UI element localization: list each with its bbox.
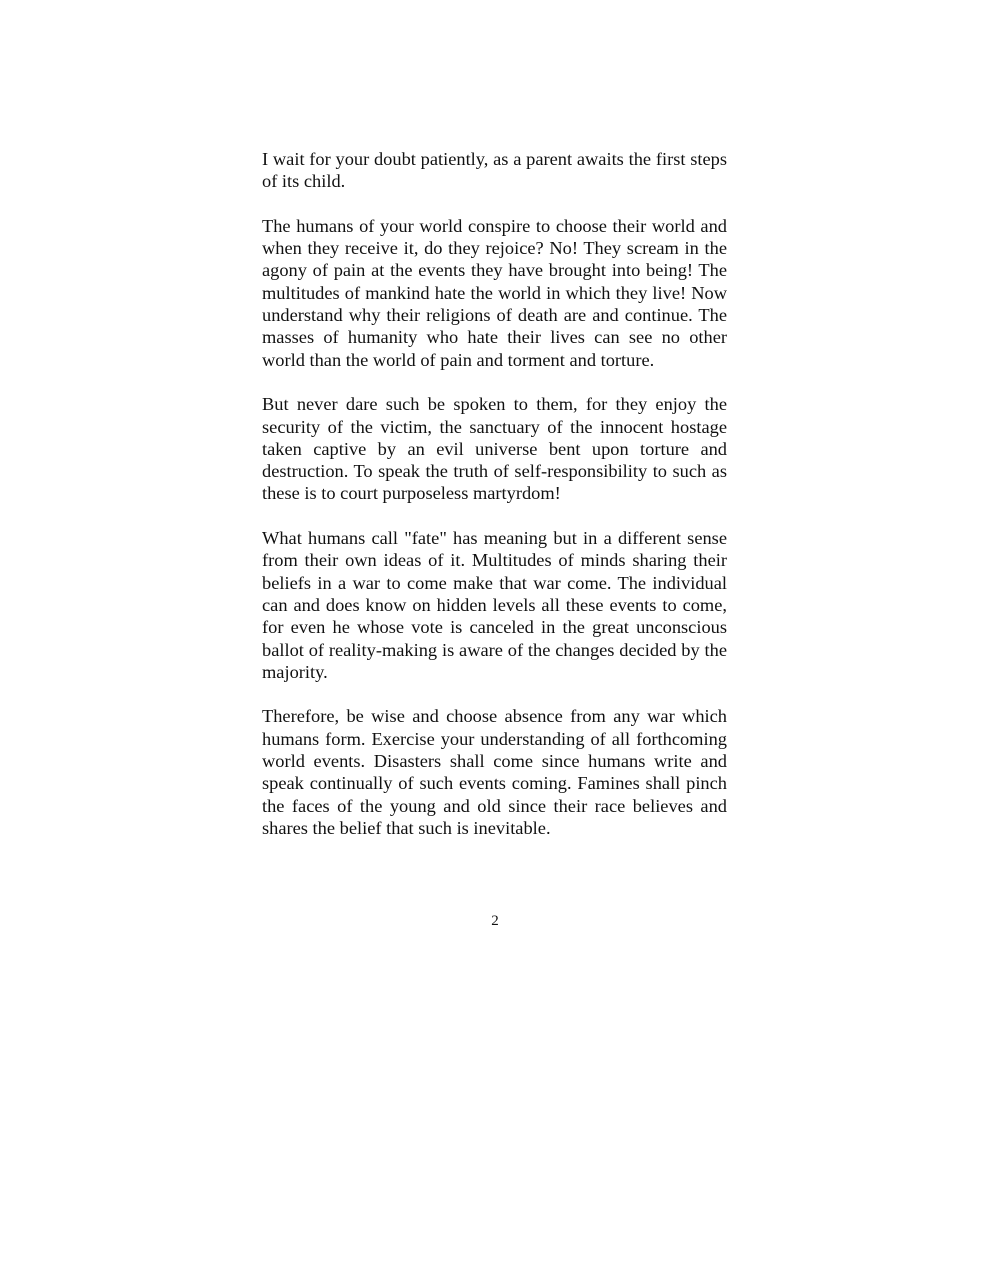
page-number: 2 — [491, 913, 499, 929]
paragraph-3: But never dare such be spoken to them, for they enjoy the security of the victim, the sanctuary of the innocent hostage taken captive by an evil universe bent upon torture and destruction. To speak the truth of self-responsibility to such as these is to court purposeless martyrdom! — [262, 394, 727, 504]
body-text — [262, 148, 727, 862]
paragraph-5: Therefore, be wise and choose absence from any war which humans form. Exercise your understanding of all forthcoming world events. Disasters shall come since humans write and speak continually of such events coming. Famines shall pinch the faces of the young and old since their race believes and shares the belief that such is inevitable. — [262, 706, 727, 838]
paragraph-2: The humans of your world conspire to choose their world and when they receive it, do they rejoice? No! They scream in the agony of pain at the events they have brought into being! The multitudes of mankind hate the world in which they live! Now understand why their religions of death are and continue. The masses of humanity who hate their lives can see no other world than the world of pain and torment and torture. — [262, 215, 727, 370]
paragraph-1: I wait for your doubt patiently, as a parent awaits the first steps of its child. — [262, 149, 727, 192]
paragraph-4: What humans call "fate" has meaning but in a different sense from their own ideas of it. Multitudes of minds sharing their beliefs in a war to come make that war come. The individual can and does know on hidden levels all these events to come, for even he whose vote is canceled in the great unconscious ballot of reality-making is aware of the changes decided by the majority. — [262, 528, 727, 682]
